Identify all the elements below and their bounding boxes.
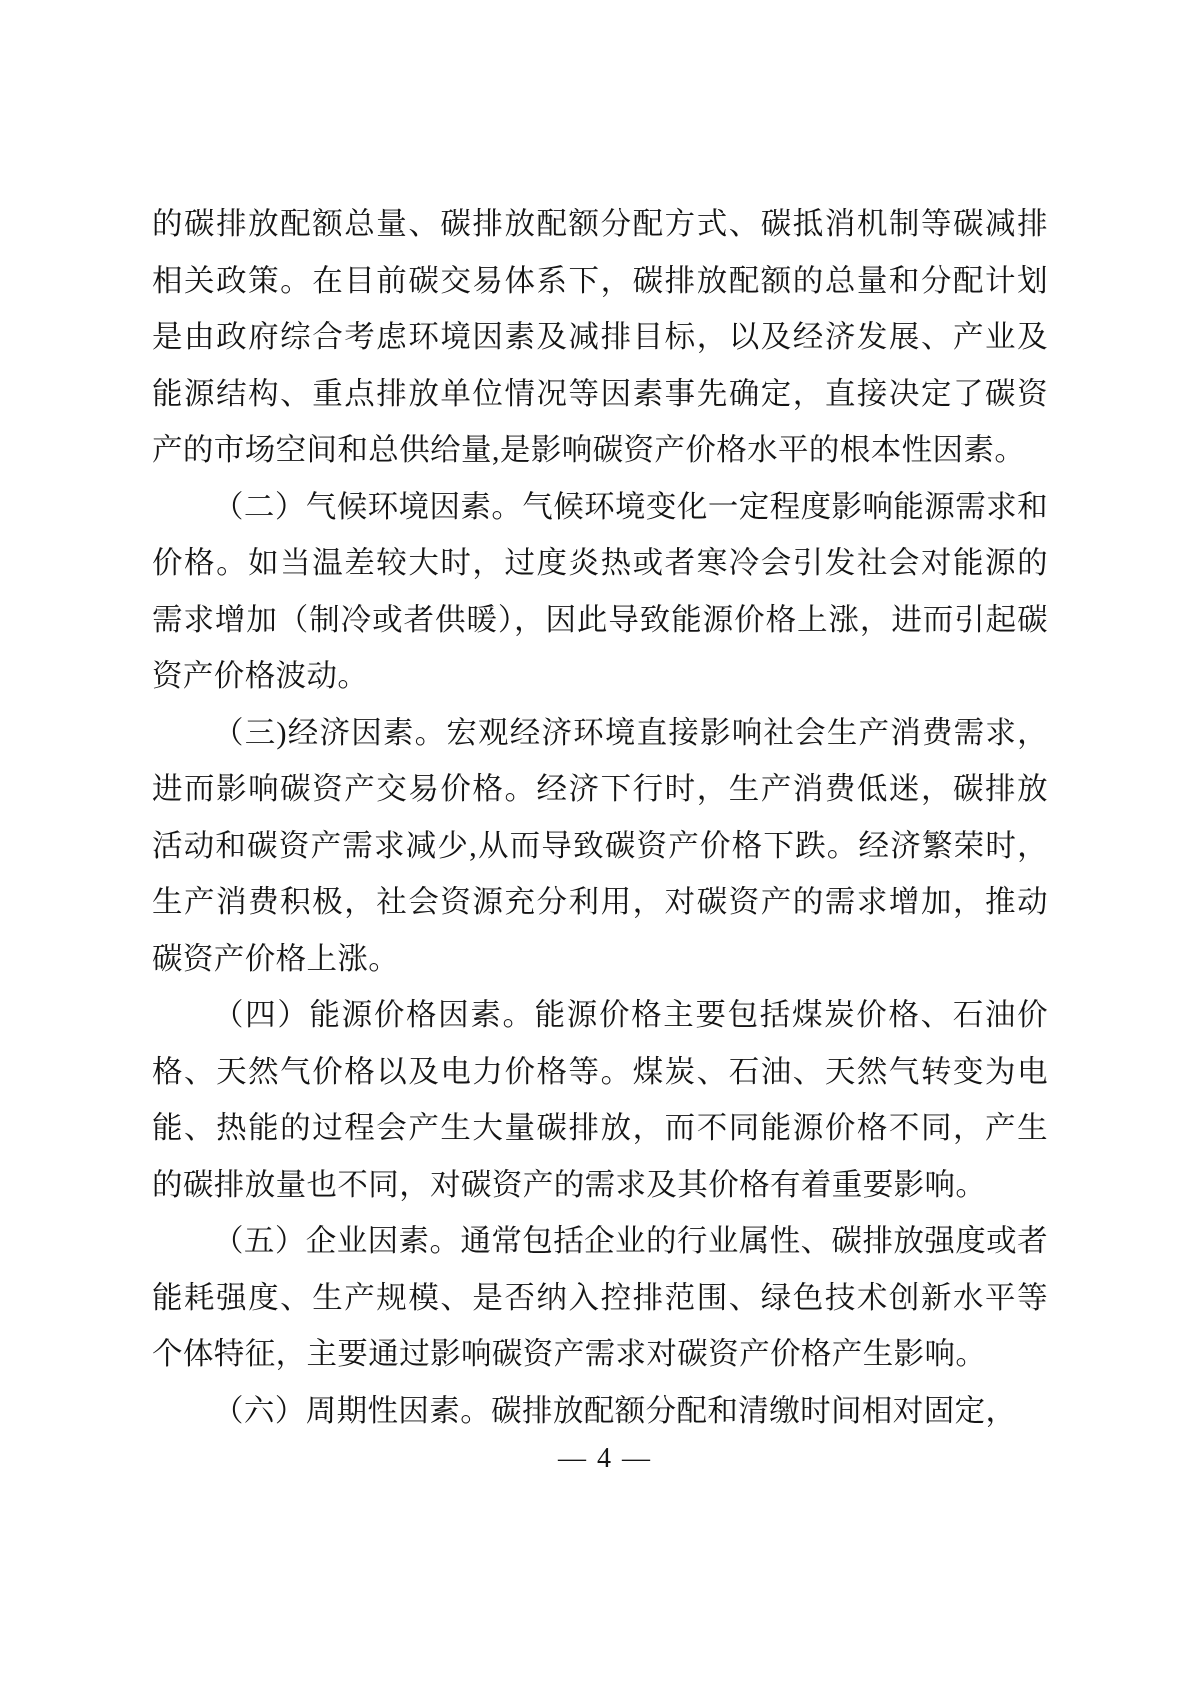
paragraph: （六）周期性因素。碳排放配额分配和清缴时间相对固定， bbox=[213, 1393, 1017, 1428]
paragraph: 的碳排放配额总量、碳排放配额分配方式、碳抵消机制等碳减排相关政策。在目前碳交易体系下，碳排放配额的总量和分配计划是由政府综合考虑环境因素及减排目标，以及经济发展、产业及能源结构、重点排放单位情况等因素事先确定，直接决定了碳资产的市场空间和总供给量,是影响碳资产价格水平的根本性因素。 bbox=[152, 207, 1048, 467]
paragraph: （二）气候环境因素。气候环境变化一定程度影响能源需求和价格。如当温差较大时，过度炎热或者寒冷会引发社会对能源的需求增加（制冷或者供暖），因此导致能源价格上涨，进而引起碳资产价格波动。 bbox=[152, 489, 1048, 693]
page-number: — 4 — bbox=[558, 1443, 652, 1474]
paragraph: （四）能源价格因素。能源价格主要包括煤炭价格、石油价格、天然气价格以及电力价格等。煤炭、石油、天然气转变为电能、热能的过程会产生大量碳排放，而不同能源价格不同，产生的碳排放量也不同，对碳资产的需求及其价格有着重要影响。 bbox=[152, 998, 1048, 1202]
document-body bbox=[152, 196, 1048, 1439]
paragraph: （三)经济因素。宏观经济环境直接影响社会生产消费需求，进而影响碳资产交易价格。经济下行时，生产消费低迷，碳排放活动和碳资产需求减少,从而导致碳资产价格下跌。经济繁荣时，生产消费积极，社会资源充分利用，对碳资产的需求增加，推动碳资产价格上涨。 bbox=[152, 715, 1048, 976]
paragraph: （五）企业因素。通常包括企业的行业属性、碳排放强度或者能耗强度、生产规模、是否纳入控排范围、绿色技术创新水平等个体特征，主要通过影响碳资产需求对碳资产价格产生影响。 bbox=[152, 1224, 1048, 1371]
